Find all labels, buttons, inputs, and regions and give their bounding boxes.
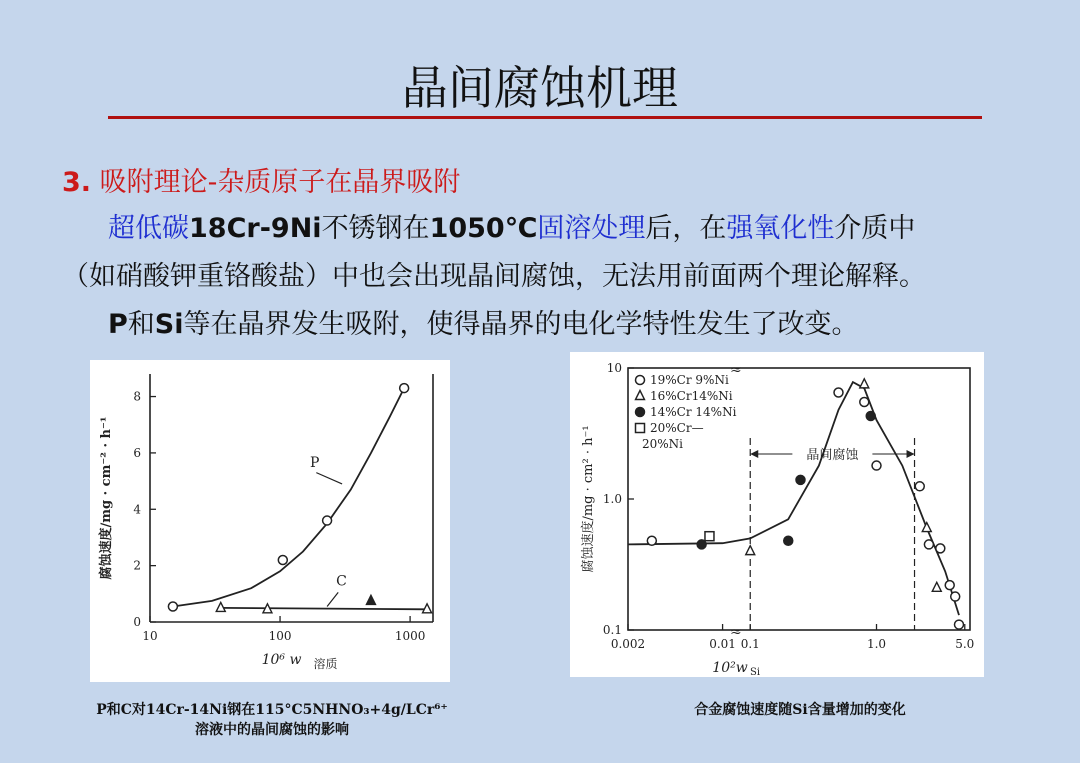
temperature-value: 1050℃ (429, 213, 538, 244)
legend-label: 20%Cr— (650, 421, 704, 435)
paragraph-line-3 (108, 302, 859, 341)
x-axis-label-subscript: Si (750, 667, 761, 677)
x-axis-break: ≈ (730, 624, 742, 640)
heading-number: 3. (62, 167, 92, 198)
data-point-P (400, 384, 409, 393)
text-span: 介质中 (834, 213, 916, 244)
data-point-P (168, 602, 177, 611)
y-tick-label: 2 (133, 558, 141, 573)
x-tick-label: 1.0 (866, 637, 887, 651)
x-tick-label: 100 (268, 629, 292, 643)
data-point-16-Cr14-Ni (922, 523, 931, 532)
text-span: 后，在 (645, 213, 727, 244)
y-tick-label: 0.1 (602, 623, 622, 637)
x-tick-label: 0.002 (610, 637, 646, 651)
series-line-C (221, 608, 427, 609)
data-point-14-Cr-14-Ni (866, 412, 875, 421)
legend-label: 19%Cr 9%Ni (650, 373, 729, 387)
data-point-16-Cr14-Ni (746, 546, 755, 555)
title-underline (108, 116, 982, 119)
region-arrowhead-left (750, 450, 758, 458)
x-tick-label: 1000 (394, 629, 426, 643)
text-span: 不锈钢在 (321, 213, 430, 244)
keyword-solution-treatment: 固溶处理 (537, 213, 646, 244)
data-point-16-Cr14-Ni (932, 582, 941, 591)
y-tick-label: 1.0 (602, 492, 622, 506)
data-point-19-Cr-9-Ni (834, 388, 843, 397)
legend-label: 14%Cr 14%Ni (650, 405, 737, 419)
data-point-extra (366, 595, 375, 604)
chart-left-panel (90, 360, 450, 682)
data-point-19-Cr-9-Ni (872, 461, 881, 470)
data-point-19-Cr-9-Ni (951, 592, 960, 601)
annotation-leader-p (316, 473, 342, 484)
chart-left-caption-line1: P和C对14Cr-14Ni钢在115°C5NHNO₃+4g/LCr⁶⁺ (96, 702, 448, 718)
x-axis-label: 10⁶ w (261, 652, 302, 668)
data-point-14-Cr-14-Ni (784, 536, 793, 545)
legend-marker (636, 408, 645, 417)
slide-title: 晶间腐蚀机理 (402, 61, 678, 115)
y-tick-label: 0 (133, 615, 141, 629)
series-line-P (173, 388, 404, 606)
paragraph-line-1 (108, 206, 915, 245)
data-point-19-Cr-9-Ni (945, 581, 954, 590)
data-point-19-Cr-9-Ni (936, 544, 945, 553)
annotation-label: C (336, 573, 347, 590)
annotation-label: P (310, 455, 320, 471)
y-tick-label: 8 (133, 389, 141, 404)
chart-right-caption: 合金腐蚀速度随Si含量增加的变化 (694, 702, 906, 718)
data-point-19-Cr-9-Ni (647, 536, 656, 545)
text-span: 和 (127, 309, 155, 340)
data-point-19-Cr-9-Ni (924, 540, 933, 549)
keyword-strong-oxidizing: 强氧化性 (726, 213, 835, 244)
data-point-16-Cr14-Ni (860, 379, 869, 388)
element-p: P (108, 309, 128, 340)
keyword-ultra-low-carbon: 超低碳 (108, 213, 189, 244)
y-tick-label: 4 (133, 502, 141, 517)
chart-left-caption-line2: 溶液中的晶间腐蚀的影响 (195, 722, 349, 738)
chart-left-caption (62, 700, 482, 740)
x-axis-label-subscript: 溶质 (313, 657, 338, 671)
legend-label: 20%Ni (642, 437, 684, 451)
x-tick-label: 10 (142, 629, 158, 643)
data-point-14-Cr-14-Ni (796, 475, 805, 484)
chart-right-panel (570, 352, 984, 677)
y-tick-label: 6 (133, 445, 141, 460)
chart-left (90, 360, 450, 682)
data-point-P (278, 556, 287, 565)
x-tick-label: 5.0 (955, 637, 975, 651)
heading-line (62, 160, 460, 199)
x-axis-label: 10²w (712, 660, 748, 676)
heading-text: 吸附理论-杂质原子在晶界吸附 (99, 167, 461, 198)
legend-label: 16%Cr14%Ni (650, 389, 733, 403)
y-tick-label: 10 (606, 361, 622, 375)
element-si: Si (154, 309, 184, 340)
alloy-name: 18Cr-9Ni (189, 213, 322, 244)
data-point-19-Cr-9-Ni (860, 398, 869, 407)
annotation-leader-c (327, 592, 338, 606)
data-point-C (423, 604, 432, 613)
y-axis-label: 腐蚀速度/mg · cm⁻² · h⁻¹ (99, 416, 114, 580)
legend-marker (636, 391, 645, 400)
y-axis-label: 腐蚀速度/mg · cm² · h⁻¹ (581, 425, 596, 573)
x-tick-label: 0.01 (709, 637, 736, 651)
text-span: 等在晶界发生吸附，使得晶界的电化学特性发生了改变。 (183, 309, 859, 340)
chart-right (570, 352, 984, 677)
data-point-19-Cr-9-Ni (915, 482, 924, 491)
data-point-20-Cr-20-Ni (705, 532, 714, 541)
x-tick-label: 0.1 (740, 637, 760, 651)
region-label: 晶间腐蚀 (806, 448, 859, 463)
legend-marker (636, 424, 645, 433)
top-axis-break: ≈ (730, 362, 742, 378)
data-point-P (323, 516, 332, 525)
region-arrowhead-right (907, 450, 915, 458)
paragraph-line-2: （如硝酸钾重铬酸盐）中也会出现晶间腐蚀，无法用前面两个理论解释。 (62, 261, 926, 292)
data-point-19-Cr-9-Ni (954, 620, 963, 629)
data-point-C (216, 602, 225, 611)
legend-marker (636, 376, 645, 385)
